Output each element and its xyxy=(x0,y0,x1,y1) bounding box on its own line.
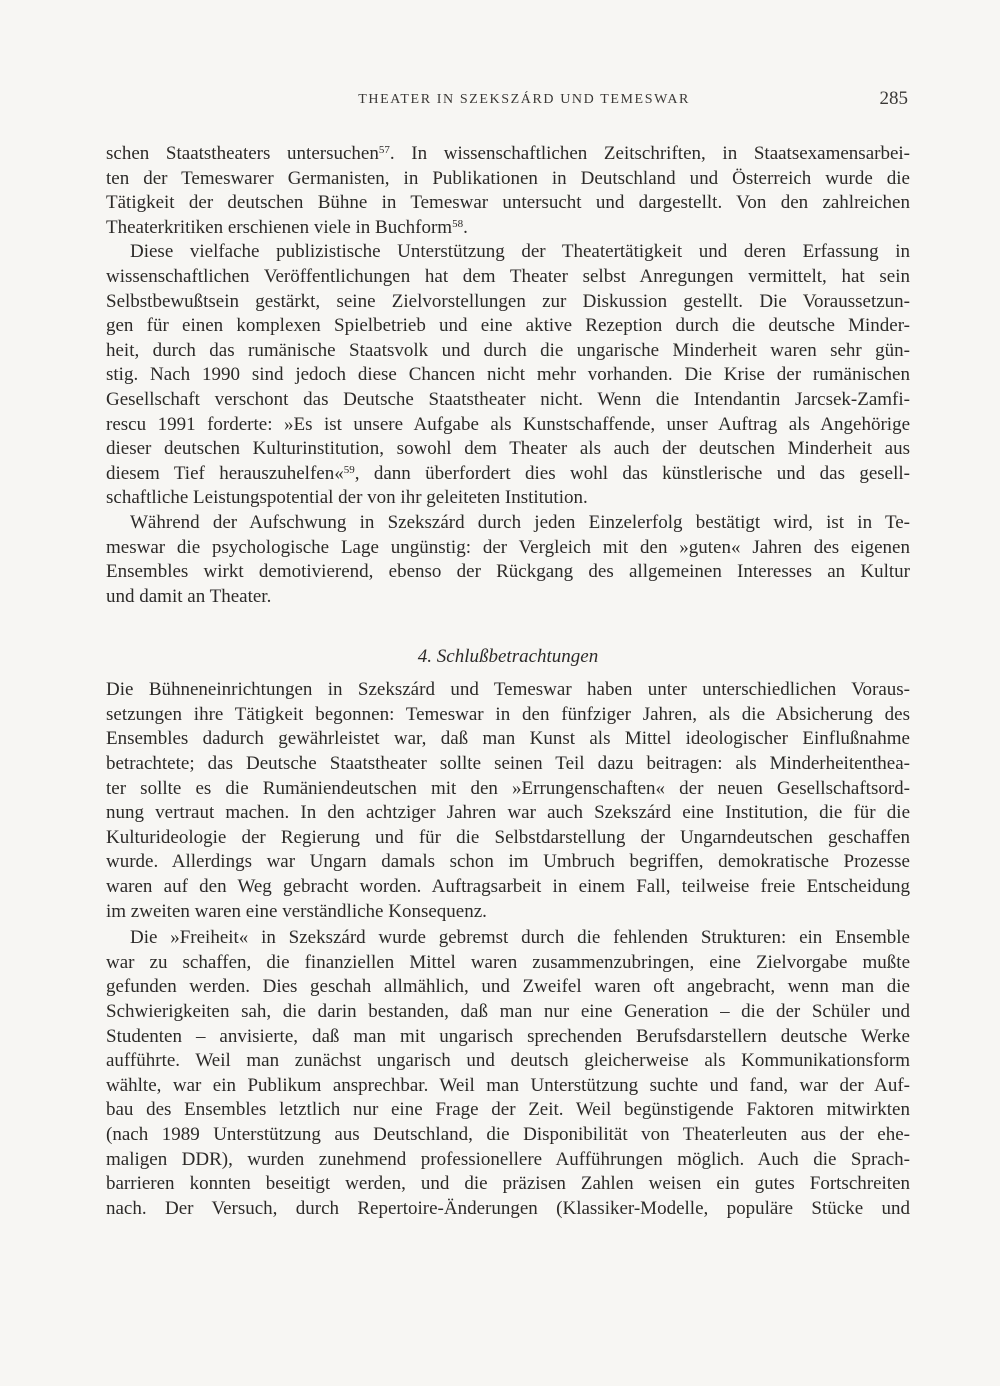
text-line: gefunden werden. Dies geschah allmählich, und Zweifel waren oft angebracht, wenn man die xyxy=(106,976,910,998)
text-line: betrachtete; das Deutsche Staatstheater sollte seinen Teil dazu beitragen: als Minderheitenthea- xyxy=(106,753,910,775)
text-line: ten der Temeswarer Germanisten, in Publikationen in Deutschland und Österreich wurde die xyxy=(106,167,910,189)
text-line: Ensembles wirkt demotivierend, ebenso der Rückgang des allgemeinen Interesses an Kultur xyxy=(106,561,910,583)
text-line: gen für einen komplexen Spielbetrieb und eine aktive Rezeption durch die deutsche Minder- xyxy=(106,315,910,337)
text-line: nung vertraut machen. In den achtziger Jahren war auch Szekszárd eine Institution, die für die xyxy=(106,802,910,824)
section-heading: 4. Schlußbetrachtungen xyxy=(417,646,599,668)
text-line: ter sollte es die Rumäniendeutschen mit den »Errungenschaften« der neuen Gesellschaftsord- xyxy=(106,777,910,799)
body-text xyxy=(106,142,910,1221)
footnote-mark: 57 xyxy=(378,144,390,156)
text-line: maligen DDR), wurden zunehmend professionellere Aufführungen möglich. Auch die Sprach- xyxy=(106,1148,910,1170)
text-line: (nach 1989 Unterstützung aus Deutschland, die Disponibilität von Theaterleuten aus der ehe- xyxy=(106,1123,910,1145)
text-line: nach. Der Versuch, durch Repertoire-Änderungen (Klassiker-Modelle, populäre Stücke und xyxy=(106,1197,910,1219)
paragraph xyxy=(106,678,910,924)
text-line: stig. Nach 1990 sind jedoch diese Chancen nicht mehr vorhanden. Die Krise der rumänischen xyxy=(106,364,910,386)
text-line: schaftliche Leistungspotential der von ihr geleiteten Institution. xyxy=(106,487,588,509)
running-head: THEATER IN SZEKSZÁRD UND TEMESWAR xyxy=(358,92,690,107)
text-line: diesem Tief herauszuhelfen«$^{59}$, dann überfordert dies wohl das künstlerische und das gesell- xyxy=(106,462,910,484)
text-line: schen Staatstheaters untersuchen$^{57}$. In wissenschaftlichen Zeitschriften, in Staatsexamensarbei- xyxy=(106,143,911,164)
paragraph xyxy=(106,926,910,1221)
text-line: wurde. Allerdings war Ungarn damals schon im Umbruch begriffen, demokratische Prozesse xyxy=(106,851,910,873)
text-line: bau des Ensembles letztlich nur eine Frage der Zeit. Weil begünstigende Faktoren mitwirkten xyxy=(106,1099,910,1121)
text-line: wählte, war ein Publikum ansprechbar. Weil man Unterstützung suchte und fand, war der Auf- xyxy=(106,1074,910,1096)
text-line: wissenschaftlichen Veröffentlichungen hat dem Theater selbst Anregungen vermittelt, hat sein xyxy=(106,265,910,287)
text-line: Schwierigkeiten sah, die darin bestanden, daß man nur eine Generation – die der Schüler und xyxy=(106,1001,910,1022)
text-line: Selbstbewußtsein gestärkt, seine Zielvorstellungen zur Diskussion gestellt. Die Voraussetzun- xyxy=(106,290,910,312)
paragraph xyxy=(106,142,910,240)
paragraph xyxy=(106,511,910,609)
text-line: dieser deutschen Kulturinstitution, sowohl dem Theater als auch der deutschen Minderheit aus xyxy=(106,438,910,460)
text-line: Ensembles dadurch gewährleistet war, daß man Kunst als Mittel ideologischer Einflußnahme xyxy=(106,728,910,750)
text-line: und damit an Theater. xyxy=(106,585,272,607)
footnote-mark: 58 xyxy=(452,217,464,230)
text-line: Die Bühneneinrichtungen in Szekszárd und Temeswar haben unter unterschiedlichen Voraus- xyxy=(106,679,910,701)
text-line: meswar die psychologische Lage ungünstig: der Vergleich mit den »guten« Jahren des eigenen xyxy=(106,536,910,558)
text-line: heit, durch das rumänische Staatsvolk und durch die ungarische Minderheit waren sehr gün- xyxy=(106,339,910,361)
text-line: aufführte. Weil man zunächst ungarisch und deutsch gleicherweise als Kommunikationsform xyxy=(106,1050,910,1072)
text-line: waren auf den Weg gebracht worden. Auftragsarbeit in einem Fall, teilweise freie Entscheidung xyxy=(106,876,910,898)
text-line: Tätigkeit der deutschen Bühne in Temeswar untersucht und dargestellt. Von den zahlreichen xyxy=(106,192,910,214)
paragraph xyxy=(106,240,910,511)
text-line: war zu schaffen, die finanziellen Mittel waren zusammenzubringen, eine Zielvorgabe mußte xyxy=(106,951,910,973)
page-number: 285 xyxy=(879,88,908,109)
text-line: barrieren konnten beseitigt werden, und die präzisen Zahlen weisen ein gutes Fortschreiten xyxy=(106,1173,910,1195)
text-line: im zweiten waren eine verständliche Konsequenz. xyxy=(106,900,487,922)
text-line: rescu 1991 forderte: »Es ist unsere Aufgabe als Kunstschaffende, unser Auftrag als Angehörige xyxy=(106,413,910,435)
text-line: Die »Freiheit« in Szekszárd wurde gebremst durch die fehlenden Strukturen: ein Ensemble xyxy=(130,927,910,949)
footnote-mark: 59 xyxy=(343,463,355,476)
text-line: Gesellschaft verschont das Deutsche Staatstheater nicht. Wenn die Intendantin Jarcsek-Zamfi- xyxy=(106,388,910,410)
text-line: Theaterkritiken erschienen viele in Buchform$^{58}$. xyxy=(106,216,468,238)
text-line: Während der Aufschwung in Szekszárd durch jeden Einzelerfolg bestätigt wird, ist in Te- xyxy=(130,511,910,533)
text-line: Diese vielfache publizistische Unterstützung der Theatertätigkeit und deren Erfassung in xyxy=(130,241,910,263)
text-line: Kulturideologie der Regierung und für die Selbstdarstellung der Ungarndeutschen geschaffen xyxy=(106,826,910,848)
text-line: setzungen ihre Tätigkeit begonnen: Temeswar in den fünfziger Jahren, als die Absicherung des xyxy=(106,703,910,725)
text-line: Studenten – anvisierte, daß man mit ungarisch sprechenden Berufsdarstellern deutsche Werke xyxy=(106,1025,910,1047)
